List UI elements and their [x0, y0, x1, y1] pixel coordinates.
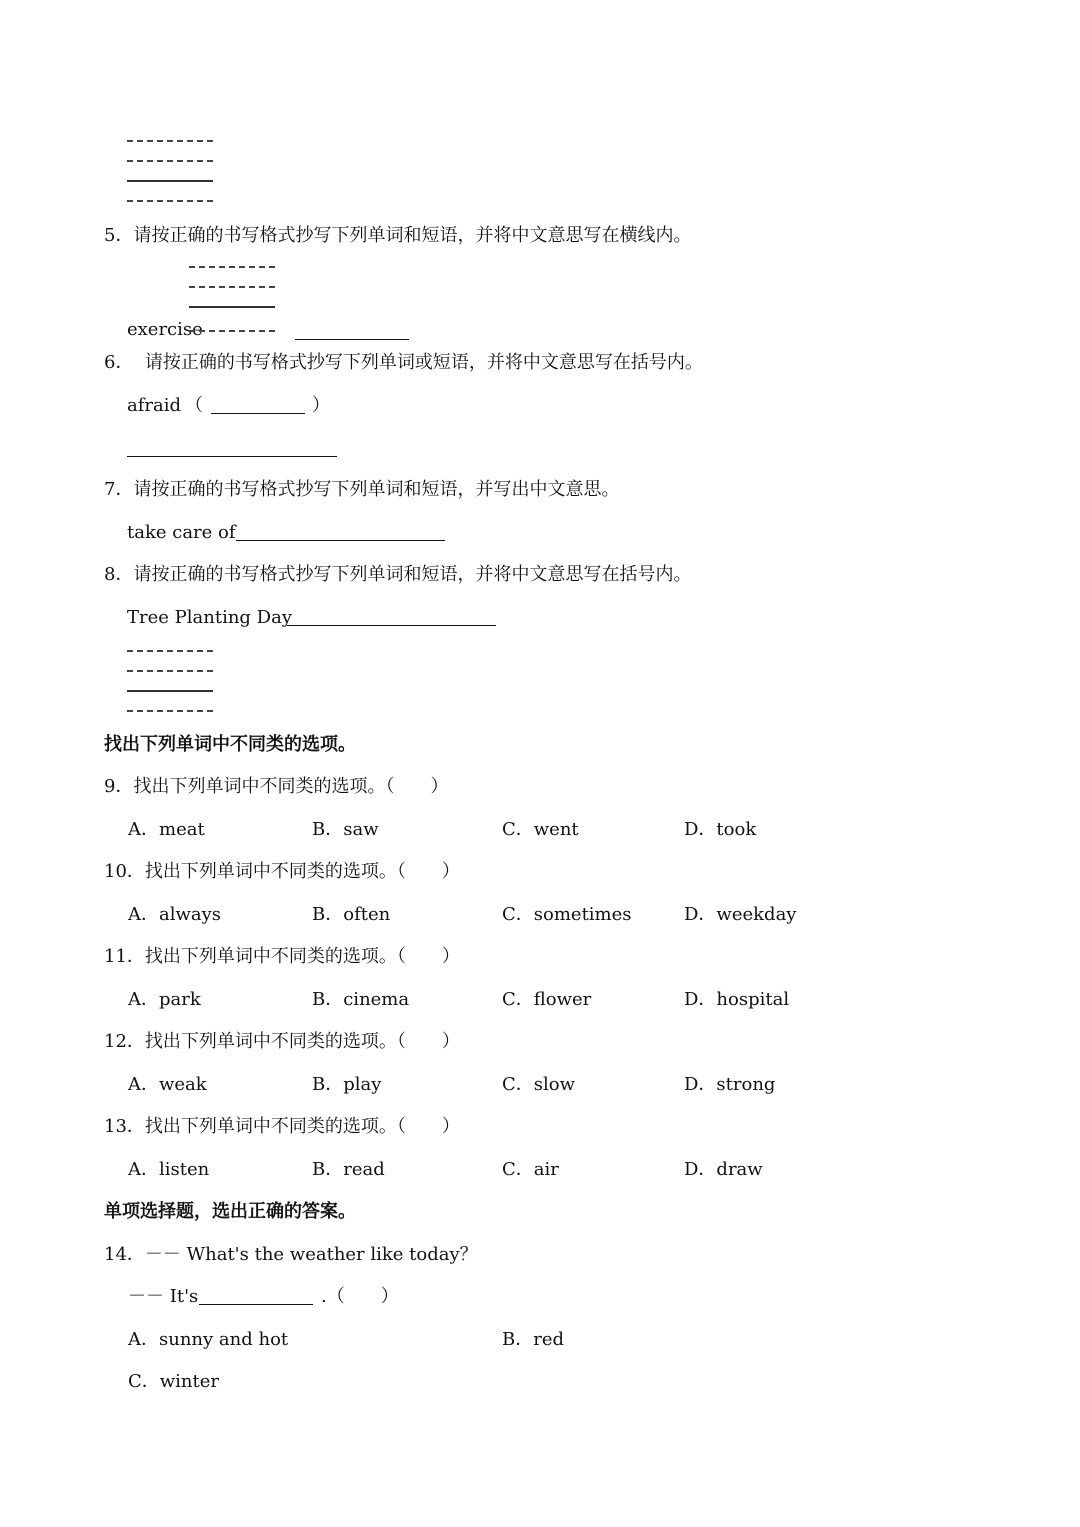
answer-blank[interactable]	[199, 1304, 313, 1305]
question-14-suffix: .（ ）	[321, 1286, 399, 1307]
option-c[interactable]: C．slow	[502, 1074, 576, 1095]
writing-grid-baseline	[189, 330, 275, 332]
question-5-word: exercise	[127, 319, 203, 340]
question-7-text: 7．请按正确的书写格式抄写下列单词和短语，并写出中文意思。	[104, 479, 620, 500]
option-c[interactable]: C．winter	[128, 1371, 220, 1392]
question-8-word: Tree Planting Day	[127, 607, 292, 628]
question-11-text: 11．找出下列单词中不同类的选项。（ ）	[104, 946, 460, 967]
option-c[interactable]: C．flower	[502, 989, 592, 1010]
option-c[interactable]: C．went	[502, 819, 579, 840]
option-b[interactable]: B．red	[502, 1329, 565, 1350]
option-b[interactable]: B．often	[312, 904, 391, 925]
question-12-text: 12．找出下列单词中不同类的选项。（ ）	[104, 1031, 460, 1052]
option-d[interactable]: D．took	[684, 819, 757, 840]
question-14-prompt: －－ It's	[128, 1286, 199, 1307]
option-d[interactable]: D．strong	[684, 1074, 776, 1095]
option-c[interactable]: C．sometimes	[502, 904, 632, 925]
option-a[interactable]: A．weak	[128, 1074, 207, 1095]
paren-close: ）	[312, 395, 330, 416]
question-5-text: 5．请按正确的书写格式抄写下列单词和短语，并将中文意思写在横线内。	[104, 225, 692, 246]
writing-grid	[127, 140, 213, 220]
answer-blank[interactable]	[236, 540, 445, 541]
writing-grid	[127, 650, 213, 730]
option-a[interactable]: A．listen	[128, 1159, 210, 1180]
question-6-text: 6． 请按正确的书写格式抄写下列单词或短语，并将中文意思写在括号内。	[104, 352, 703, 373]
paren-open: （	[185, 395, 203, 416]
writing-grid	[189, 266, 275, 326]
option-d[interactable]: D．weekday	[684, 904, 797, 925]
section-heading: 单项选择题，选出正确的答案。	[104, 1201, 356, 1222]
option-d[interactable]: D．hospital	[684, 989, 790, 1010]
answer-blank[interactable]	[295, 339, 409, 340]
answer-blank[interactable]	[287, 625, 496, 626]
question-7-word: take care of	[127, 522, 236, 543]
question-9-text: 9．找出下列单词中不同类的选项。（ ）	[104, 776, 449, 797]
option-a[interactable]: A．always	[128, 904, 222, 925]
option-b[interactable]: B．saw	[312, 819, 379, 840]
question-8-text: 8．请按正确的书写格式抄写下列单词和短语，并将中文意思写在括号内。	[104, 564, 692, 585]
option-b[interactable]: B．play	[312, 1074, 382, 1095]
question-14-text: 14．－－ What's the weather like today？	[104, 1244, 478, 1265]
option-c[interactable]: C．air	[502, 1159, 559, 1180]
option-b[interactable]: B．cinema	[312, 989, 410, 1010]
option-a[interactable]: A．sunny and hot	[128, 1329, 289, 1350]
option-d[interactable]: D．draw	[684, 1159, 763, 1180]
copy-blank[interactable]	[127, 456, 337, 457]
option-b[interactable]: B．read	[312, 1159, 385, 1180]
question-6-word: afraid	[127, 395, 182, 416]
option-a[interactable]: A．meat	[128, 819, 205, 840]
question-10-text: 10．找出下列单词中不同类的选项。（ ）	[104, 861, 460, 882]
answer-blank[interactable]	[211, 413, 305, 414]
question-13-text: 13．找出下列单词中不同类的选项。（ ）	[104, 1116, 460, 1137]
section-heading: 找出下列单词中不同类的选项。	[104, 734, 356, 755]
option-a[interactable]: A．park	[128, 989, 201, 1010]
